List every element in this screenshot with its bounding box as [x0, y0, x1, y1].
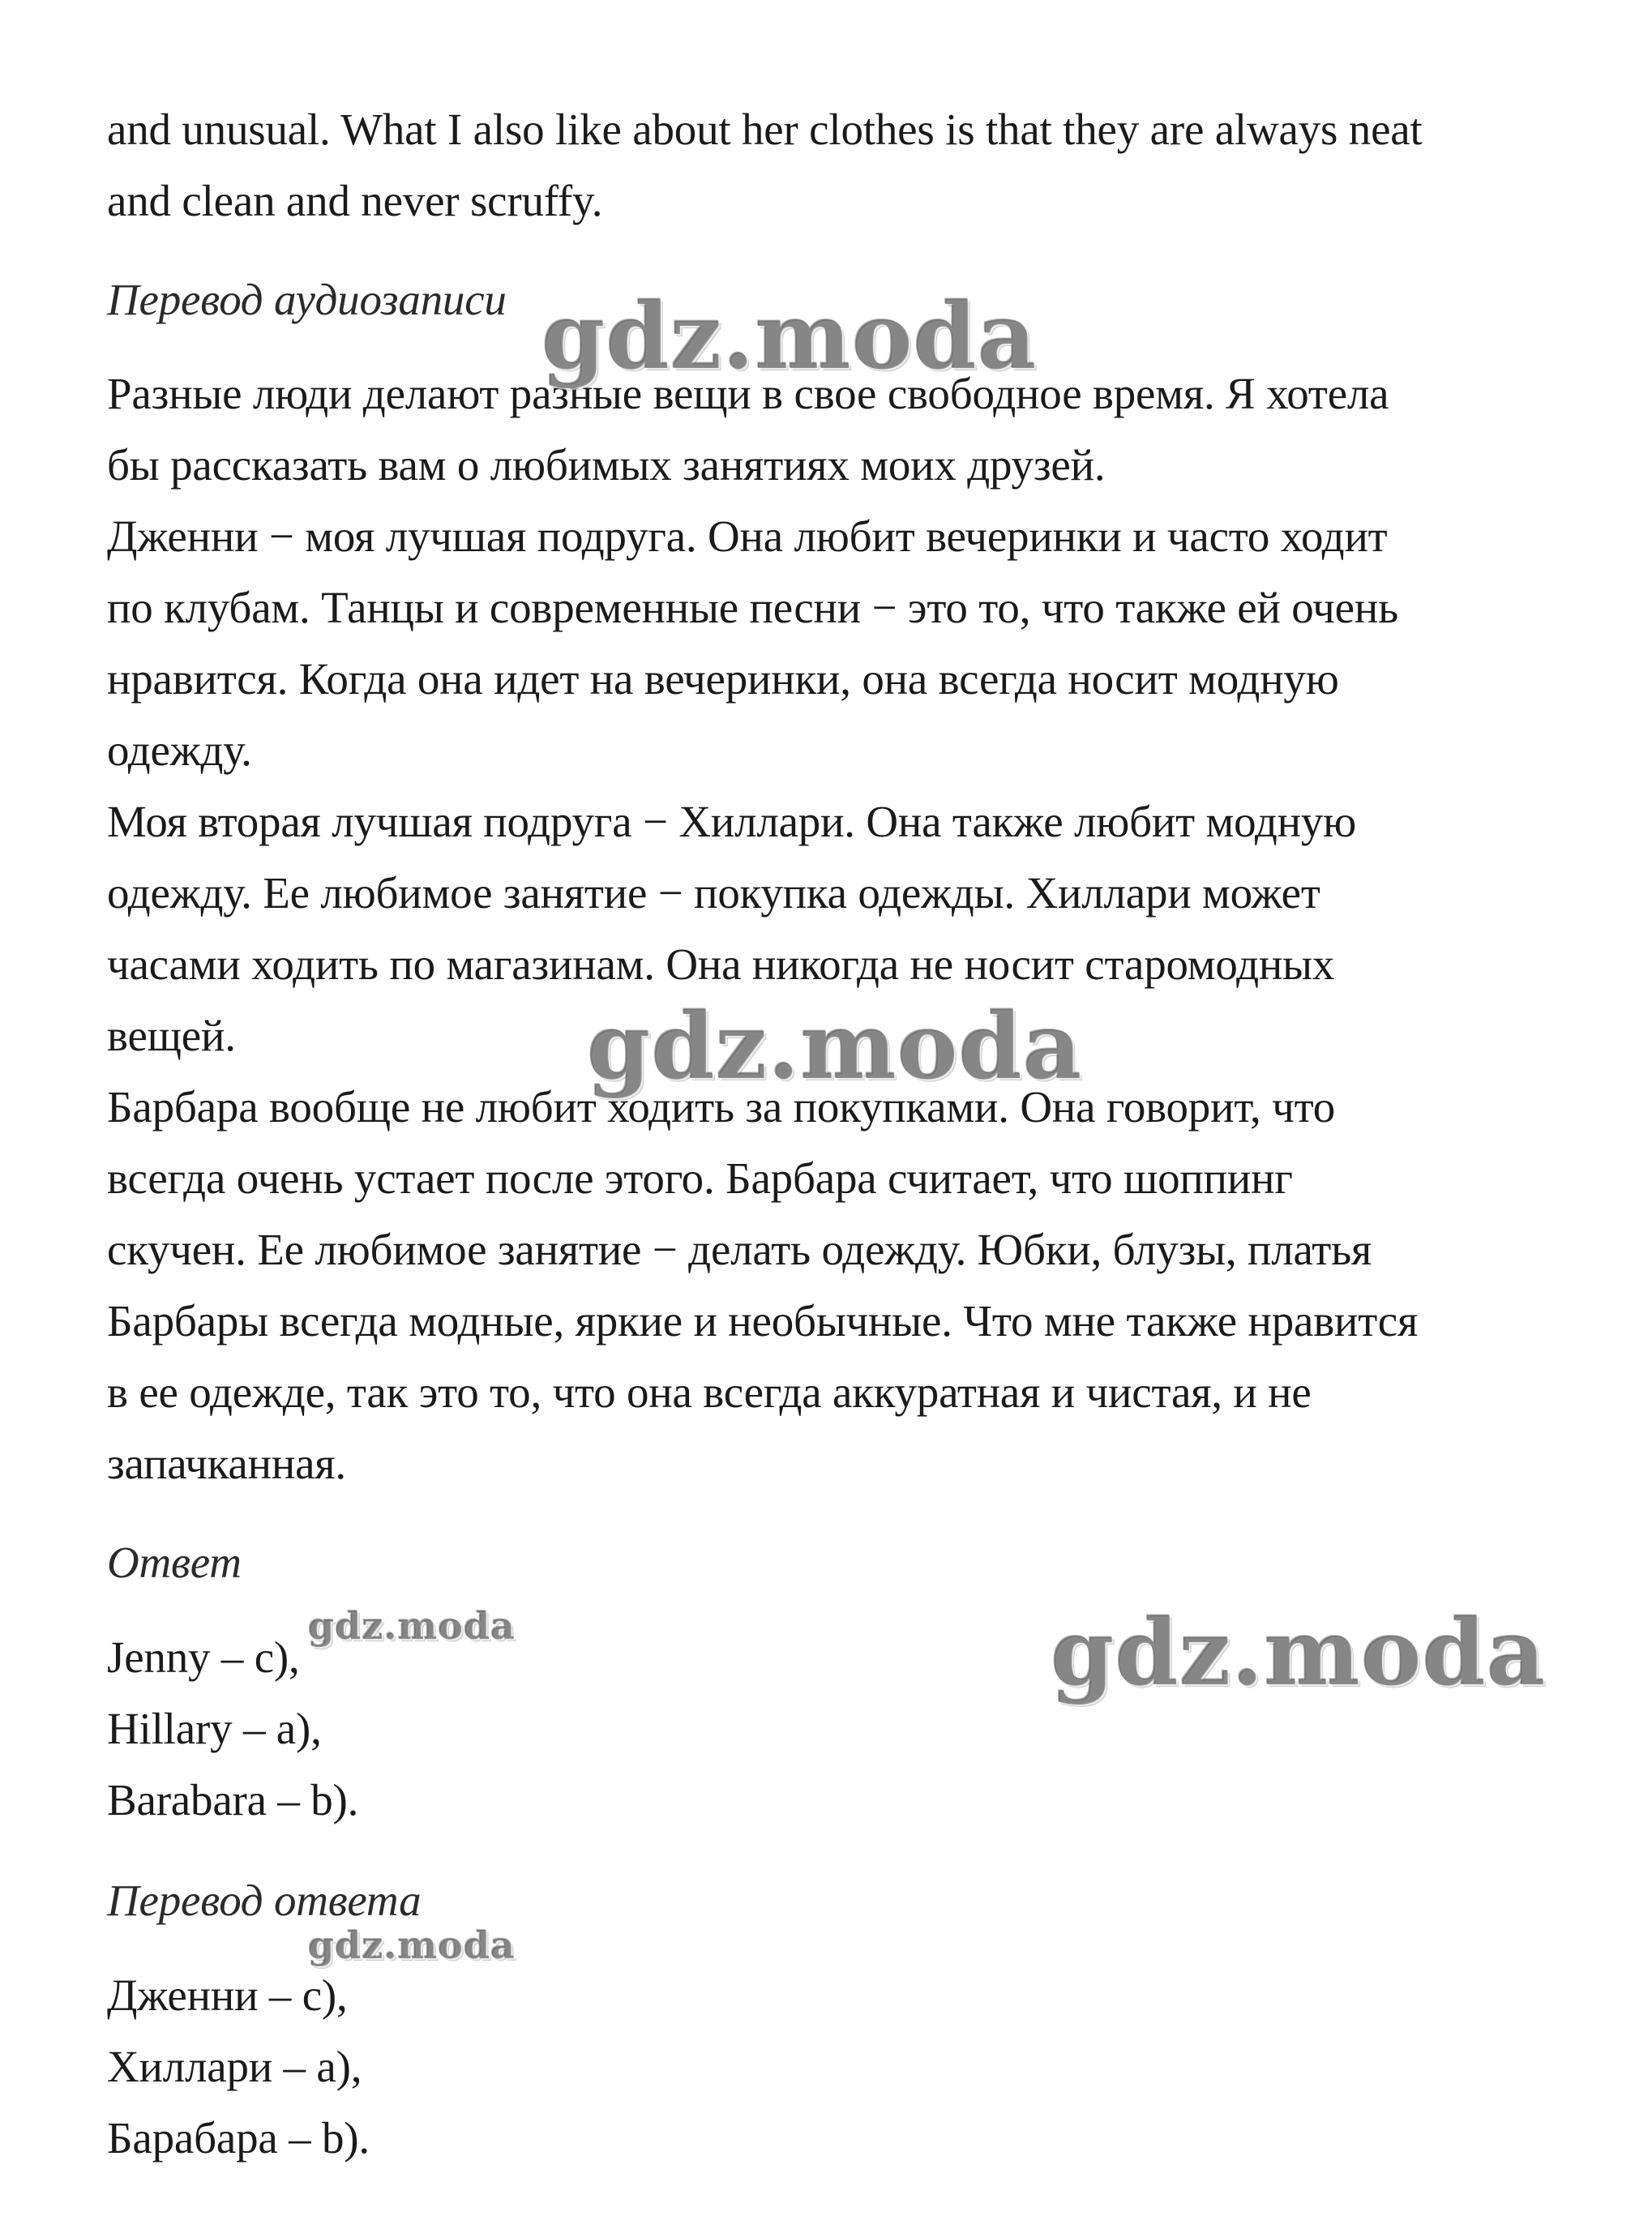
answer-translation-line-3: Барабара – b). — [107, 2113, 370, 2163]
transcript-line-14: Барбары всегда модные, яркие и необычные. Что мне также нравится — [107, 1296, 1419, 1346]
transcript-line-12: всегда очень устает после этого. Барбара считает, что шоппинг — [107, 1153, 1293, 1203]
transcript-line-10: вещей. — [107, 1011, 236, 1060]
intro-line-1: and unusual. What I also like about her clothes is that they are always neat — [107, 105, 1423, 154]
watermark-logo: gdz.moda — [308, 1923, 516, 1967]
intro-line-2: and clean and never scruffy. — [107, 176, 603, 225]
watermark-logo: gdz.moda — [587, 994, 1083, 1100]
transcript-line-6: одежду. — [107, 725, 252, 775]
watermark-logo: gdz.moda — [541, 284, 1038, 390]
transcript-line-7: Моя вторая лучшая подруга − Хиллари. Она также любит модную — [107, 797, 1357, 846]
transcript-line-15: в ее одежде, так это то, что она всегда аккуратная и чистая, и не — [107, 1367, 1312, 1417]
transcript-line-8: одежду. Ее любимое занятие − покупка одежды. Хиллари может — [107, 868, 1320, 918]
transcript-line-9: часами ходить по магазинам. Она никогда не носит старомодных — [107, 939, 1335, 989]
answer-heading: Ответ — [107, 1538, 242, 1587]
transcript-line-3: Дженни − моя лучшая подруга. Она любит вечеринки и часто ходит — [107, 511, 1388, 561]
answer-translation-line-2: Хиллари – a), — [107, 2042, 362, 2091]
answer-translation-heading: Перевод ответа — [107, 1876, 422, 1925]
transcript-line-16: запачканная. — [107, 1439, 346, 1488]
transcript-line-4: по клубам. Танцы и современные песни − это то, что также ей очень — [107, 583, 1398, 632]
transcript-line-5: нравится. Когда она идет на вечеринки, она всегда носит модную — [107, 654, 1339, 704]
transcript-line-11: Барбара вообще не любит ходить за покупками. Она говорит, что — [107, 1082, 1336, 1132]
transcript-line-2: бы рассказать вам о любимых занятиях моих друзей. — [107, 440, 1106, 490]
transcript-line-1: Разные люди делают разные вещи в свое свободное время. Я хотела — [107, 369, 1389, 418]
answer-translation-line-1: Дженни – c), — [107, 1970, 348, 2020]
transcript-line-13: скучен. Ее любимое занятие − делать одежду. Юбки, блузы, платья — [107, 1225, 1372, 1274]
watermark-logo: gdz.moda — [1051, 1600, 1547, 1706]
answer-line-2: Hillary – a), — [107, 1704, 322, 1753]
answer-line-1: Jenny – c), — [107, 1632, 300, 1682]
watermark-logo: gdz.moda — [308, 1604, 516, 1648]
transcript-translation-heading: Перевод аудиозаписи — [107, 275, 507, 324]
answer-line-3: Barabara – b). — [107, 1775, 359, 1825]
